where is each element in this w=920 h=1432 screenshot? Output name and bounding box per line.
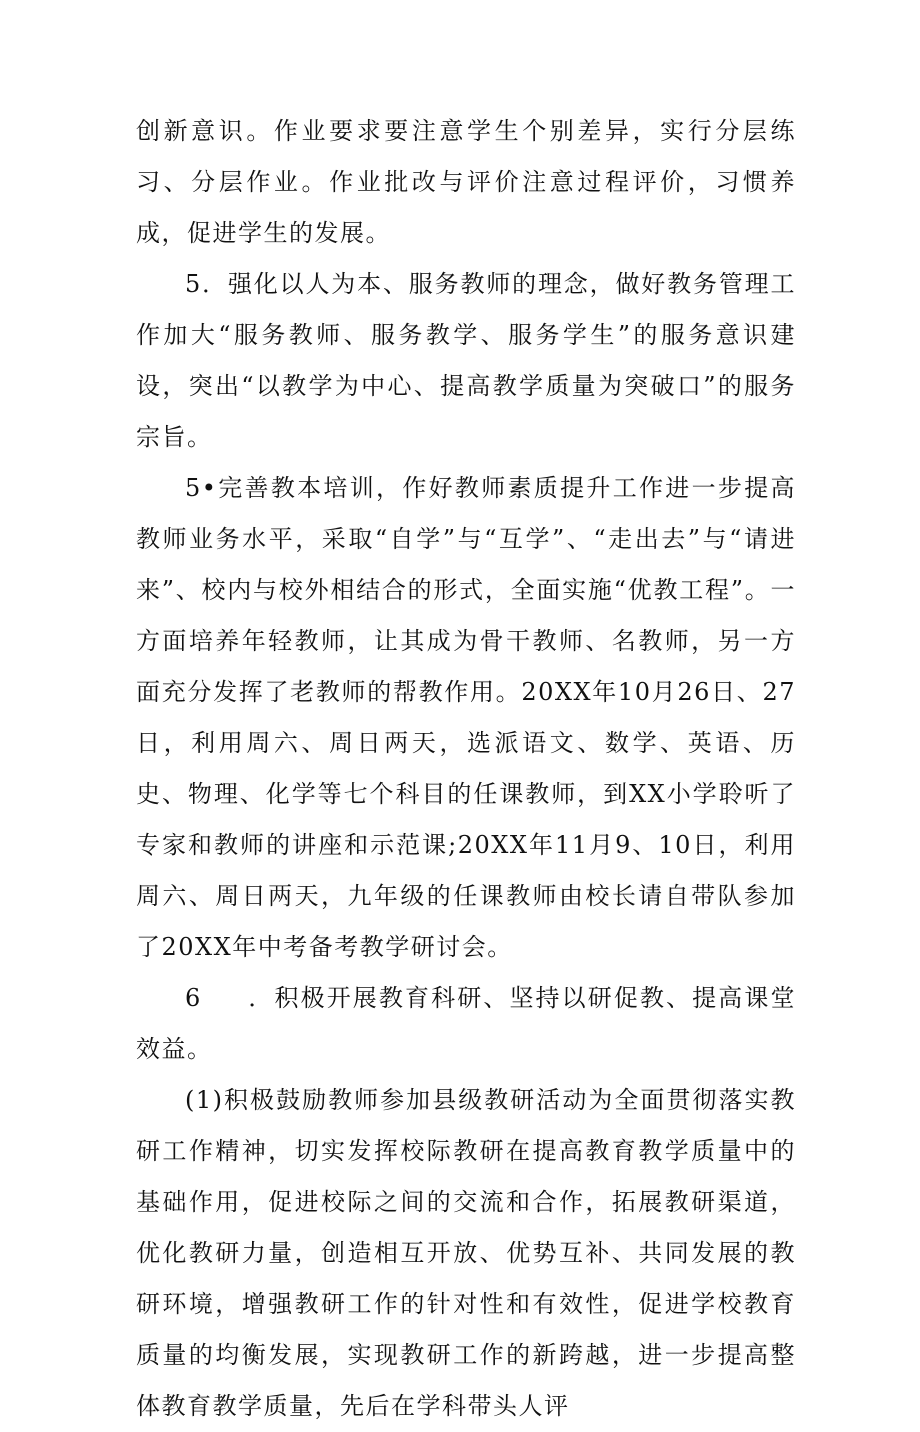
document-body <box>136 106 796 1432</box>
paragraph-continuation: 创新意识。作业要求要注意学生个别差异，实行分层练习、分层作业。作业批改与评价注意过程评价，习惯养成，促进学生的发展。 <box>136 117 796 247</box>
item-heading-text: ．积极开展教育科研、坚持以研促教、提高课堂效益。 <box>136 984 796 1063</box>
paragraph-item-5-training: 5•完善教本培训，作好教师素质提升工作进一步提高教师业务水平，采取“自学”与“互学”、“走出去”与“请进来”、校内与校外相结合的形式，全面实施“优教工程”。一方面培养年轻教师，让其成为骨干教师、名教师，另一方面充分发挥了老教师的帮教作用。20XX年10月26日、27日，利用周六、周日两天，选派语文、数学、英语、历史、物理、化学等七个科目的任课教师，到XX小学聆听了专家和教师的讲座和示范课;20XX年11月9、10日，利用周六、周日两天，九年级的任课教师由校长请自带队参加了20XX年中考备考教学研讨会。 <box>136 474 796 961</box>
paragraph-item-6-research <box>136 973 796 1075</box>
paragraph-item-5-service: 5．强化以人为本、服务教师的理念，做好教务管理工作加大“服务教师、服务教学、服务学生”的服务意识建设，突出“以教学为中心、提高教学质量为突破口”的服务宗旨。 <box>136 270 796 451</box>
paragraph-sub-item-1: (1)积极鼓励教师参加县级教研活动为全面贯彻落实教研工作精神，切实发挥校际教研在提高教育教学质量中的基础作用，促进校际之间的交流和合作，拓展教研渠道，优化教研力量，创造相互开放、优势互补、共同发展的教研环境，增强教研工作的针对性和有效性，促进学校教育质量的均衡发展，实现教研工作的新跨越，进一步提高整体教育教学质量，先后在学科带头人评 <box>136 1086 796 1420</box>
item-number: 6 <box>185 984 202 1012</box>
